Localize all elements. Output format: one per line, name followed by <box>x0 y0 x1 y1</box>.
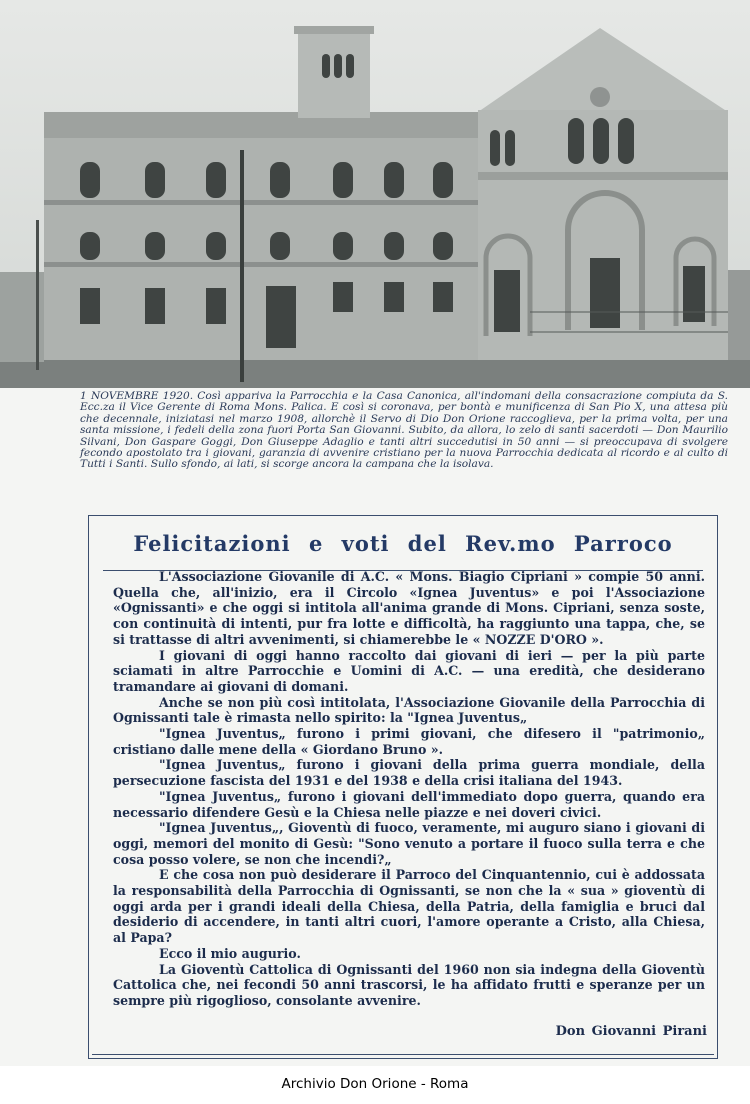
article-box <box>88 515 718 1059</box>
church-photograph <box>0 0 750 388</box>
signature: Don Giovanni Pirani <box>555 1024 707 1039</box>
article-body <box>113 569 705 1009</box>
archive-footer: Archivio Don Orione - Roma <box>281 1076 469 1092</box>
paragraph: Anche se non più così intitolata, l'Associazione Giovanile della Parrocchia di Ognissanti tale è rimasta nello spirito: la "Ignea Juventus„ <box>113 694 705 726</box>
paragraph: Ecco il mio augurio. <box>159 945 301 961</box>
paragraph: La Gioventù Cattolica di Ognissanti del 1960 non sia indegna della Gioventù Cattolica che, nei fecondi 50 anni trascorsi, le ha affidato frutti e speranze per un sempre più rigoglioso, consolante avvenire. <box>113 961 705 1008</box>
paragraph: E che cosa non può desiderare il Parroco del Cinquantennio, cui è addossata la responsabilità della Parrocchia di Ognissanti, se non che la « sua » gioventù di oggi arda per i grandi ideali della Chiesa, della Patria, della famiglia e bruci dal desiderio di accendere, in tanti altri cuori, l'amore operante a Cristo, alla Chiesa, al Papa? <box>113 867 705 946</box>
article-title: Felicitazioni e voti del Rev.mo Parroco <box>133 531 673 556</box>
paragraph: "Ignea Juventus„ furono i giovani dell'immediato dopo guerra, quando era necessario difendere Gesù e la Chiesa nelle piazze e nei doveri civici. <box>113 788 705 820</box>
paragraph: "Ignea Juventus„ furono i primi giovani, che difesero il "patrimonio„ cristiano dalle mene della « Giordano Bruno ». <box>113 726 705 757</box>
church-illustration <box>0 0 750 388</box>
paragraph: L'Associazione Giovanile di A.C. « Mons. Biagio Cipriani » compie 50 anni. Quella che, all'inizio, era il Circolo «Ignea Juventus» e poi l'Associazione «Ognissanti» e che oggi si intitola all'anima grande di Mons. Cipriani, senza soste, con continuità di intenti, pur fra lotte e difficoltà, ha raggiunto una tappa, che, se si trattasse di altri avvenimenti, si chiamerebbe le « NOZZE D'ORO ». <box>113 569 705 647</box>
photo-caption: 1 NOVEMBRE 1920. Così appariva la Parrocchia e la Casa Canonica, all'indomani della consacrazione compiuta da S. Ecc.za il Vice Gerente di Roma Mons. Palica. E così si coronava, per bontà e munificenza di San Pio X, una attesa più che decennale, iniziatasi nel marzo 1908, allorchè il Servo di Dio Don Orione raccoglieva, per la prima volta, per una santa missione, i fedeli della zona fuori Porta San Giovanni. Subito, da allora, lo zelo di santi sacerdoti — Don Maurilio Silvani, Don Gaspare Goggi, Don Giuseppe Adaglio e tanti altri succedutisi in 50 anni — si preoccupava di svolgere fecondo apostolato tra i giovani, garanzia di avvenire cristiano per la nuova Parrocchia dedicata al ricordo e al culto di Tutti i Santi. Sullo sfondo, ai lati, si scorge ancora la campana che la isolava. <box>80 390 728 471</box>
paragraph: "Ignea Juventus„ furono i giovani della prima guerra mondiale, della persecuzione fascista del 1931 e del 1938 e della crisi italiana del 1943. <box>113 757 705 789</box>
paragraph: "Ignea Juventus„, Gioventù di fuoco, veramente, mi auguro siano i giovani di oggi, memori del monito di Gesù: "Sono venuto a portare il fuoco sulla terra e che cosa posso volere, se non che incendi?„ <box>113 820 705 867</box>
paragraph: I giovani di oggi hanno raccolto dai giovani di ieri — per la più parte sciamati in altre Parrocchie e Uomini di A.C. — una eredità, che desiderano tramandare ai giovani di domani. <box>113 647 705 694</box>
